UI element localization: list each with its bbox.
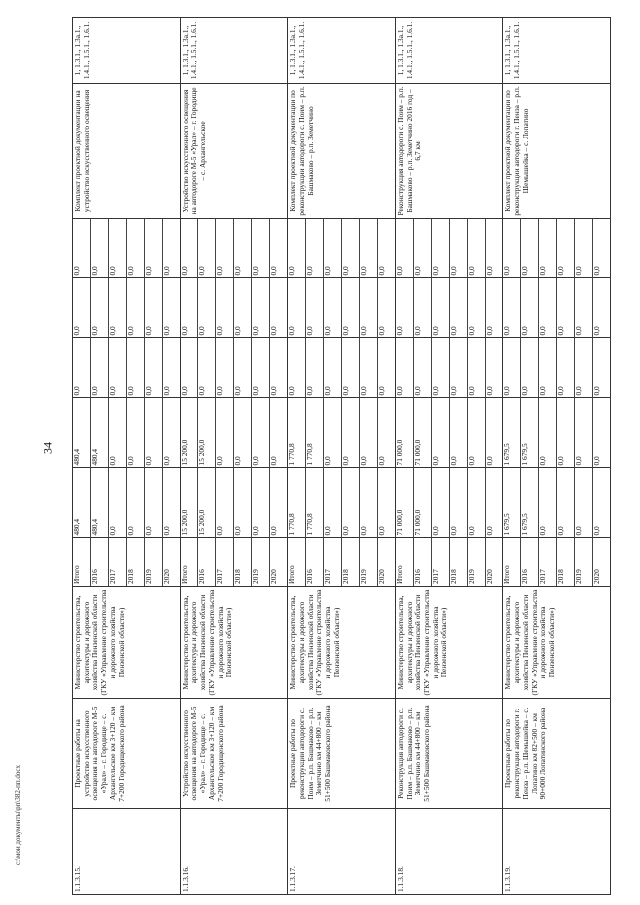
- funding-amount: 0,0: [144, 468, 162, 538]
- funding-amount: 15 200,0: [181, 468, 198, 538]
- funding-subtable: [181, 218, 288, 586]
- funding-amount: 0,0: [485, 398, 502, 468]
- funding-year: 2017: [431, 538, 449, 586]
- funding-amount: 0,0: [575, 338, 593, 398]
- funding-year-row: [413, 218, 431, 586]
- funding-amount: 0,0: [575, 218, 593, 278]
- funding-amount: 0,0: [359, 398, 377, 468]
- file-path-footer: c:\мои документы\рп\382-пп.docx: [14, 764, 22, 866]
- funding-year: 2020: [378, 538, 395, 586]
- funding-amount: 0,0: [431, 468, 449, 538]
- measure-code: 1.1.3.16.: [180, 809, 288, 895]
- funding-amount: 0,0: [593, 338, 610, 398]
- funding-year: 2020: [485, 538, 502, 586]
- funding-amount: 0,0: [323, 338, 341, 398]
- funding-amount: 0,0: [575, 398, 593, 468]
- funding-amount: 0,0: [216, 218, 234, 278]
- funding-year-row: [503, 218, 520, 586]
- funding-by-year: [395, 218, 503, 586]
- funding-amount: 0,0: [144, 398, 162, 468]
- funding-amount: 0,0: [161, 266, 171, 276]
- funding-amount: 0,0: [341, 338, 359, 398]
- funding-amount: 0,0: [521, 278, 539, 338]
- funding-amount: 0,0: [216, 398, 234, 468]
- measure-code: 1.1.3.17.: [288, 809, 396, 895]
- funding-by-year: [73, 218, 181, 586]
- funding-amount: 0,0: [108, 218, 126, 278]
- funding-year: 2019: [252, 538, 270, 586]
- funding-amount: 0,0: [413, 218, 431, 278]
- funding-amount: 0,0: [593, 468, 610, 538]
- funding-amount: 15 200,0: [198, 468, 216, 538]
- funding-amount: 0,0: [323, 218, 341, 278]
- funding-year: Итого: [288, 538, 305, 586]
- funding-year: 2019: [575, 538, 593, 586]
- funding-amount: 0,0: [485, 468, 502, 538]
- funding-amount: 1 770,8: [288, 398, 305, 468]
- funding-year-row: [252, 218, 270, 586]
- table-body: [73, 17, 611, 894]
- funding-year: Итого: [181, 538, 198, 586]
- funding-amount: 0,0: [108, 398, 126, 468]
- funding-amount: 480,4: [73, 398, 90, 468]
- indicator-links: 1, 1.3.1., 1.3а.1., 1.4.1., 1.5.1., 1.6.1.: [73, 17, 181, 83]
- funding-amount: 0,0: [181, 338, 198, 398]
- funding-amount: 71 000,0: [396, 398, 413, 468]
- funding-amount: 0,0: [288, 278, 305, 338]
- funding-amount: 0,0: [305, 278, 323, 338]
- funding-amount: 0,0: [431, 278, 449, 338]
- funding-amount: 1 679,5: [503, 398, 520, 468]
- funding-amount: 0,0: [413, 278, 431, 338]
- funding-amount: 0,0: [467, 338, 485, 398]
- funding-amount: 0,0: [521, 218, 539, 278]
- funding-amount: 0,0: [162, 338, 179, 398]
- funding-amount: 0,0: [252, 218, 270, 278]
- funding-amount: 0,0: [269, 266, 279, 276]
- funding-amount: 0,0: [449, 278, 467, 338]
- funding-subtable: [73, 218, 180, 586]
- funding-amount: 0,0: [198, 218, 216, 278]
- funding-amount: 0,0: [396, 278, 413, 338]
- funding-year-row: [162, 218, 179, 586]
- program-table-rotated: [72, 18, 610, 895]
- funding-amount: 0,0: [539, 278, 557, 338]
- funding-amount: 0,0: [126, 398, 144, 468]
- funding-by-year: [503, 218, 611, 586]
- funding-amount: 0,0: [575, 468, 593, 538]
- funding-year-row: [485, 218, 502, 586]
- funding-amount: 0,0: [593, 278, 610, 338]
- funding-amount: 0,0: [234, 218, 252, 278]
- funding-year-row: [378, 218, 395, 586]
- funding-amount: 0,0: [557, 468, 575, 538]
- funding-subtable: [503, 218, 610, 586]
- funding-amount: 0,0: [270, 398, 287, 468]
- funding-year-row: [198, 218, 216, 586]
- funding-amount: 0,0: [431, 218, 449, 278]
- funding-amount: 0,0: [575, 278, 593, 338]
- funding-year-row: [341, 218, 359, 586]
- funding-amount: 0,0: [252, 398, 270, 468]
- funding-year-row: [216, 218, 234, 586]
- funding-amount: 0,0: [449, 398, 467, 468]
- funding-amount: 0,0: [234, 338, 252, 398]
- funding-amount: 0,0: [181, 218, 198, 278]
- funding-year: 2020: [270, 538, 287, 586]
- expected-result: Устройство искусственного освещения на автодороге М-5 «Урал» – г. Городище – с. Архангельское: [180, 83, 288, 218]
- funding-year: 2018: [557, 538, 575, 586]
- funding-amount: 0,0: [467, 398, 485, 468]
- measure-code: 1.1.3.15.: [73, 809, 181, 895]
- funding-amount: 0,0: [108, 278, 126, 338]
- page-number: 34: [40, 442, 55, 454]
- funding-amount: 480,4: [73, 468, 90, 538]
- funding-amount: 0,0: [126, 278, 144, 338]
- funding-amount: 0,0: [73, 278, 90, 338]
- funding-amount: 0,0: [73, 338, 90, 398]
- responsible-executor: Министерство строительства, архитектуры и дорожного хозяйства Пензенской области (ГКУ «Управление строительства и дорожного хозяйства Пензенской области»): [503, 587, 611, 699]
- funding-amount: 0,0: [467, 468, 485, 538]
- funding-year: 2017: [539, 538, 557, 586]
- funding-year: 2019: [467, 538, 485, 586]
- funding-amount: 0,0: [270, 468, 287, 538]
- funding-year: Итого: [503, 538, 520, 586]
- funding-amount: 0,0: [144, 218, 162, 278]
- funding-year: 2017: [323, 538, 341, 586]
- funding-amount: 0,0: [413, 338, 431, 398]
- funding-amount: 0,0: [108, 338, 126, 398]
- funding-subtable: [396, 218, 503, 586]
- funding-amount: 0,0: [288, 218, 305, 278]
- table-row: [180, 17, 288, 894]
- funding-amount: 0,0: [396, 218, 413, 278]
- funding-year-row: [521, 218, 539, 586]
- table-row: [395, 17, 503, 894]
- funding-year: 2018: [126, 538, 144, 586]
- funding-amount: 0,0: [377, 266, 386, 276]
- indicator-links: 1, 1.3.1., 1.3а.1., 1.4.1., 1.5.1., 1.6.1.: [503, 17, 611, 83]
- expected-result: Комплект проектной документации на устройство искусственного освещения: [73, 83, 181, 218]
- funding-year-row: [593, 218, 610, 586]
- funding-amount: 0,0: [216, 278, 234, 338]
- funding-amount: 0,0: [378, 338, 395, 398]
- funding-year-row: [108, 218, 126, 586]
- funding-amount: 0,0: [144, 278, 162, 338]
- funding-year: 2018: [449, 538, 467, 586]
- funding-amount: 0,0: [234, 278, 252, 338]
- expected-result: Комплект проектной документации по реконструкции автодороги с. Поим – р.п. Башмаково – р.п. Земетчино: [288, 83, 396, 218]
- funding-year-row: [305, 218, 323, 586]
- funding-amount: 0,0: [288, 338, 305, 398]
- funding-amount: 0,0: [557, 398, 575, 468]
- funding-amount: 0,0: [270, 338, 287, 398]
- funding-amount: 0,0: [144, 338, 162, 398]
- responsible-executor: Министерство строительства, архитектуры и дорожного хозяйства Пензенской области (ГКУ «Управление строительства и дорожного хозяйства Пензенской области»): [73, 587, 181, 699]
- funding-year: 2016: [90, 538, 108, 586]
- funding-subtable: [288, 218, 395, 586]
- funding-amount: 0,0: [198, 338, 216, 398]
- funding-year-row: [557, 218, 575, 586]
- funding-amount: 0,0: [485, 278, 502, 338]
- funding-year-row: [90, 218, 108, 586]
- funding-amount: 0,0: [234, 398, 252, 468]
- funding-amount: 0,0: [162, 398, 179, 468]
- measure-code: 1.1.3.19.: [503, 809, 611, 895]
- funding-amount: 0,0: [90, 218, 108, 278]
- funding-by-year: [288, 218, 396, 586]
- table-row: [503, 17, 611, 894]
- funding-amount: 0,0: [359, 338, 377, 398]
- funding-year-row: [359, 218, 377, 586]
- funding-amount: 0,0: [449, 338, 467, 398]
- funding-amount: 0,0: [539, 398, 557, 468]
- expected-result: Реконструкция автодороги с. Поим – р.п. Башмаково – р.п. Земетчино 2016 год – 6,7 км: [395, 83, 503, 218]
- funding-amount: 0,0: [73, 218, 90, 278]
- funding-amount: 0,0: [539, 218, 557, 278]
- funding-amount: 0,0: [431, 338, 449, 398]
- funding-year-row: [323, 218, 341, 586]
- funding-year-row: [144, 218, 162, 586]
- funding-amount: 0,0: [503, 338, 520, 398]
- funding-year-row: [396, 218, 413, 586]
- funding-amount: 71 000,0: [413, 468, 431, 538]
- funding-amount: 0,0: [521, 338, 539, 398]
- funding-amount: 0,0: [341, 278, 359, 338]
- funding-amount: 0,0: [467, 218, 485, 278]
- funding-year: 2018: [234, 538, 252, 586]
- funding-year: 2016: [198, 538, 216, 586]
- funding-amount: 71 000,0: [413, 398, 431, 468]
- funding-year: 2016: [413, 538, 431, 586]
- funding-amount: 0,0: [485, 338, 502, 398]
- funding-amount: 0,0: [449, 218, 467, 278]
- funding-amount: 0,0: [503, 278, 520, 338]
- funding-amount: 71 000,0: [396, 468, 413, 538]
- funding-amount: 0,0: [359, 468, 377, 538]
- funding-amount: 0,0: [449, 468, 467, 538]
- funding-amount: 1 679,5: [521, 468, 539, 538]
- funding-amount: 1 679,5: [521, 398, 539, 468]
- funding-amount: 0,0: [216, 338, 234, 398]
- funding-amount: 0,0: [323, 278, 341, 338]
- funding-amount: 0,0: [503, 218, 520, 278]
- funding-year: 2019: [144, 538, 162, 586]
- funding-amount: 0,0: [90, 278, 108, 338]
- funding-amount: 0,0: [396, 338, 413, 398]
- funding-amount: 15 200,0: [181, 398, 198, 468]
- funding-year-row: [234, 218, 252, 586]
- expected-result: Комплект проектной документации по реконструкции автодороги г. Пенза – р.п. Шемышейка – с. Лопатино: [503, 83, 611, 218]
- measure-name: Проектные работы на устройство искусственного освещения на автодороге М-5 «Урал» – г. Городище – с. Архангельское км 3+120 – км 7+200 Городищенского района: [73, 699, 181, 809]
- funding-by-year: [180, 218, 288, 586]
- funding-year-row: [126, 218, 144, 586]
- indicator-links: 1, 1.3.1., 1.3а.1., 1.4.1., 1.5.1., 1.6.1.: [288, 17, 396, 83]
- funding-amount: 0,0: [557, 338, 575, 398]
- funding-amount: 0,0: [467, 278, 485, 338]
- funding-amount: 1 679,5: [503, 468, 520, 538]
- funding-year-row: [449, 218, 467, 586]
- funding-year: 2016: [305, 538, 323, 586]
- funding-amount: 0,0: [359, 218, 377, 278]
- funding-amount: 0,0: [252, 468, 270, 538]
- funding-amount: 0,0: [539, 338, 557, 398]
- responsible-executor: Министерство строительства, архитектуры и дорожного хозяйства Пензенской области (ГКУ «Управление строительства и дорожного хозяйства Пензенской области»): [288, 587, 396, 699]
- funding-amount: 0,0: [557, 218, 575, 278]
- funding-amount: 0,0: [323, 398, 341, 468]
- funding-amount: 0,0: [90, 338, 108, 398]
- funding-amount: 0,0: [378, 468, 395, 538]
- funding-amount: 0,0: [305, 338, 323, 398]
- funding-amount: 0,0: [431, 398, 449, 468]
- funding-amount: 0,0: [162, 278, 179, 338]
- funding-amount: 1 770,8: [305, 468, 323, 538]
- funding-amount: 0,0: [252, 278, 270, 338]
- funding-amount: 0,0: [323, 468, 341, 538]
- measure-name: Устройство искусственного освещения на автодороге М-5 «Урал» – г. Городище – с. Архангельское км 3+120 – км 7+200 Городищенского района: [180, 699, 288, 809]
- funding-amount: 0,0: [234, 468, 252, 538]
- funding-year: Итого: [396, 538, 413, 586]
- funding-amount: 0,0: [126, 468, 144, 538]
- funding-year: 2017: [108, 538, 126, 586]
- funding-amount: 480,4: [90, 398, 108, 468]
- responsible-executor: Министерство строительства, архитектуры и дорожного хозяйства Пензенской области (ГКУ «Управление строительства и дорожного хозяйства Пензенской области»): [395, 587, 503, 699]
- funding-year: 2018: [341, 538, 359, 586]
- funding-amount: 0,0: [181, 278, 198, 338]
- funding-amount: 0,0: [341, 468, 359, 538]
- funding-year: 2019: [359, 538, 377, 586]
- table-row: [288, 17, 396, 894]
- table-row: [73, 17, 181, 894]
- funding-year: 2016: [521, 538, 539, 586]
- funding-amount: 0,0: [126, 218, 144, 278]
- funding-year: 2020: [593, 538, 610, 586]
- funding-amount: 0,0: [216, 468, 234, 538]
- funding-year: 2020: [162, 538, 179, 586]
- measure-name: Проектные работы по реконструкции автодороги с. Поим – р.п. Башмаково – р.п. Земетчино км 44+800 – км 51+500 Башмаковского района: [288, 699, 396, 809]
- funding-amount: 1 770,8: [288, 468, 305, 538]
- program-measures-table: [72, 17, 611, 895]
- funding-year-row: [270, 218, 287, 586]
- funding-amount: 0,0: [305, 218, 323, 278]
- funding-amount: 0,0: [484, 266, 494, 276]
- indicator-links: 1, 1.3.1., 1.3а.1., 1.4.1., 1.5.1., 1.6.1.: [180, 17, 288, 83]
- funding-year-row: [575, 218, 593, 586]
- funding-year-row: [181, 218, 198, 586]
- funding-amount: 0,0: [592, 266, 602, 276]
- funding-amount: 0,0: [557, 278, 575, 338]
- funding-amount: 0,0: [108, 468, 126, 538]
- indicator-links: 1, 1.3.1., 1.3а.1., 1.4.1., 1.5.1., 1.6.1.: [395, 17, 503, 83]
- funding-year-row: [539, 218, 557, 586]
- funding-amount: 0,0: [593, 398, 610, 468]
- measure-code: 1.1.3.18.: [395, 809, 503, 895]
- funding-year: 2017: [216, 538, 234, 586]
- funding-year-row: [467, 218, 485, 586]
- funding-amount: 0,0: [539, 468, 557, 538]
- funding-amount: 480,4: [90, 468, 108, 538]
- funding-amount: 1 770,8: [305, 398, 323, 468]
- funding-amount: 0,0: [359, 278, 377, 338]
- funding-amount: 0,0: [198, 278, 216, 338]
- funding-amount: 15 200,0: [198, 398, 216, 468]
- measure-name: Проектные работы по реконструкции автодороги г. Пенза – р.п. Шемышейка – с. Лопатино км 82+500 – км 90+000 Лопатинского района: [503, 699, 611, 809]
- funding-amount: 0,0: [270, 278, 287, 338]
- funding-amount: 0,0: [162, 468, 179, 538]
- funding-amount: 0,0: [341, 398, 359, 468]
- funding-year-row: [73, 218, 90, 586]
- funding-amount: 0,0: [126, 338, 144, 398]
- measure-name: Реконструкция автодороги с. Поим – р.п. Башмаково – р.п. Земетчино км 44+800 – км 51+500 Башмаковского района: [395, 699, 503, 809]
- funding-year: Итого: [73, 538, 90, 586]
- funding-amount: 0,0: [341, 218, 359, 278]
- funding-amount: 0,0: [378, 398, 395, 468]
- funding-amount: 0,0: [252, 338, 270, 398]
- responsible-executor: Министерство строительства, архитектуры и дорожного хозяйства Пензенской области (ГКУ «Управление строительства и дорожного хозяйства Пензенской области»): [180, 587, 288, 699]
- funding-year-row: [431, 218, 449, 586]
- funding-amount: 0,0: [378, 278, 395, 338]
- funding-year-row: [288, 218, 305, 586]
